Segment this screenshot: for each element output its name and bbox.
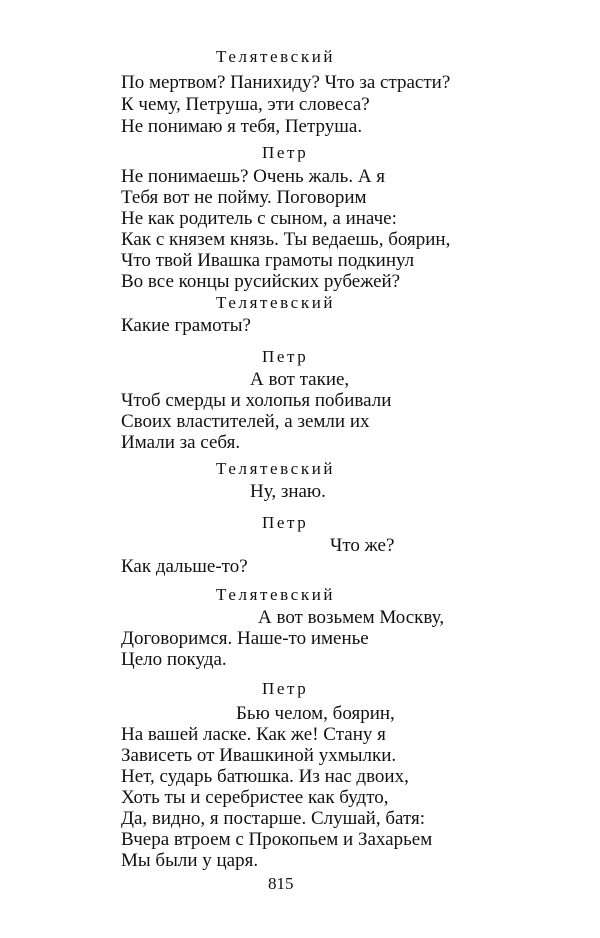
- verse-line: Как дальше-то?: [121, 556, 248, 577]
- verse-line: А вот такие,: [250, 369, 350, 390]
- verse-line: По мертвом? Панихиду? Что за страсти?: [121, 72, 451, 93]
- verse-line: Не как родитель с сыном, а иначе:: [121, 208, 397, 229]
- verse-line: Во все концы русийских рубежей?: [121, 271, 401, 292]
- verse-line: Да, видно, я постарше. Слушай, батя:: [121, 808, 426, 829]
- verse-line: Мы были у царя.: [121, 850, 259, 871]
- speaker-name: Телятевский: [216, 585, 336, 604]
- verse-line: Тебя вот не пойму. Поговорим: [121, 187, 367, 208]
- verse-line: Имали за себя.: [121, 432, 241, 453]
- verse-line: Не понимаю я тебя, Петруша.: [121, 116, 363, 137]
- verse-line: Что твой Ивашка грамоты подкинул: [121, 250, 415, 271]
- speaker-name: Петр: [262, 143, 309, 162]
- verse-line: А вот возьмем Москву,: [258, 607, 445, 628]
- speaker-name: Телятевский: [216, 459, 336, 478]
- verse-line: Как с князем князь. Ты ведаешь, боярин,: [121, 229, 451, 250]
- verse-line: Цело покуда.: [121, 649, 227, 670]
- verse-line: Что же?: [330, 535, 395, 556]
- speaker-name: Петр: [262, 679, 309, 698]
- verse-line: Чтоб смерды и холопья побивали: [121, 390, 392, 411]
- verse-line: На вашей ласке. Как же! Стану я: [121, 724, 386, 745]
- verse-line: Бью челом, боярин,: [236, 703, 395, 724]
- speaker-name: Телятевский: [216, 293, 336, 312]
- verse-line: Не понимаешь? Очень жаль. А я: [121, 166, 386, 187]
- verse-line: Ну, знаю.: [250, 481, 326, 502]
- verse-line: Своих властителей, а земли их: [121, 411, 370, 432]
- verse-line: Договоримся. Наше-то именье: [121, 628, 369, 649]
- verse-line: Нет, сударь батюшка. Из нас двоих,: [121, 766, 409, 787]
- speaker-name: Петр: [262, 347, 309, 366]
- verse-line: К чему, Петруша, эти словеса?: [121, 94, 370, 115]
- page-number: 815: [268, 874, 294, 893]
- verse-line: Хоть ты и серебристее как будто,: [121, 787, 389, 808]
- verse-line: Какие грамоты?: [121, 315, 251, 336]
- speaker-name: Телятевский: [216, 47, 336, 66]
- verse-line: Зависеть от Ивашкиной ухмылки.: [121, 745, 397, 766]
- speaker-name: Петр: [262, 513, 309, 532]
- verse-line: Вчера втроем с Прокопьем и Захарьем: [121, 829, 433, 850]
